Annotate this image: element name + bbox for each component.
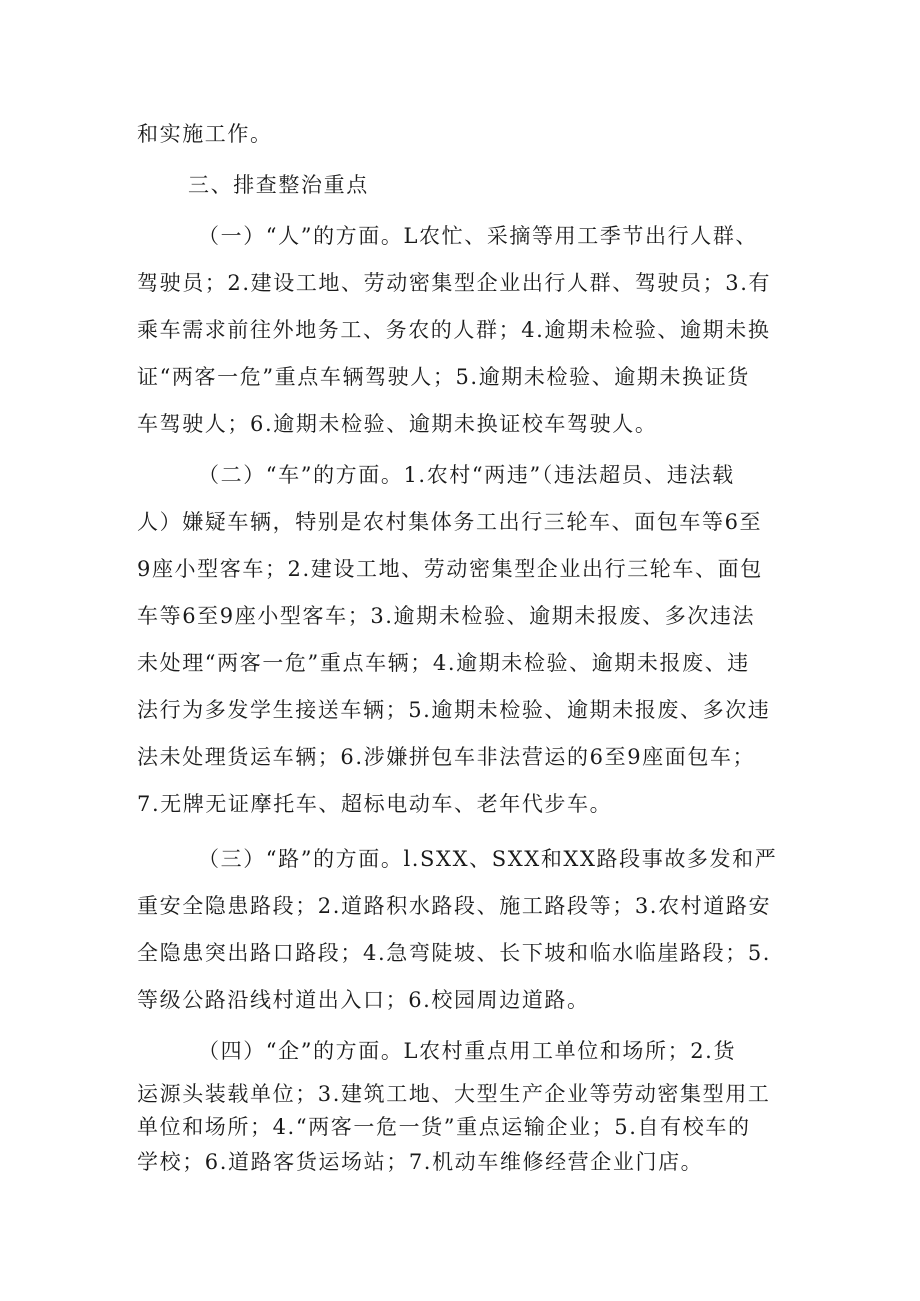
paragraph-line: 人）嫌疑车辆，特别是农村集体务工出行三轮车、面包车等6至 <box>137 510 763 534</box>
paragraph-line: 法未处理货运车辆；6.涉嫌拼包车非法营运的6至9座面包车； <box>137 745 756 769</box>
paragraph-line: 运源头装载单位；3.建筑工地、大型生产企业等劳动密集型用工 <box>137 1082 771 1106</box>
paragraph-line: （一）“人”的方面。L农忙、采摘等用工季节出行人群、 <box>198 224 759 248</box>
section-heading: 三、排查整治重点 <box>188 173 369 197</box>
paragraph-line: 车驾驶人；6.逾期未检验、逾期未换证校车驾驶人。 <box>137 412 658 436</box>
paragraph-line: 未处理“两客一危”重点车辆；4.逾期未检验、逾期未报废、违 <box>137 651 750 675</box>
paragraph-line: 乘车需求前往外地务工、务农的人群；4.逾期未检验、逾期未换 <box>137 318 771 342</box>
paragraph-line: （三）“路”的方面。l.SXX、SXX和XX路段事故多发和严 <box>198 847 778 871</box>
paragraph-line: 全隐患突出路口路段；4.急弯陡坡、长下坡和临水临崖路段；5. <box>137 941 772 965</box>
paragraph-line: 驾驶员；2.建设工地、劳动密集型企业出行人群、驾驶员；3.有 <box>137 271 772 295</box>
paragraph-line: 车等6至9座小型客车；3.逾期未检验、逾期未报废、多次违法 <box>137 604 756 628</box>
paragraph-line: 9座小型客车；2.建设工地、劳动密集型企业出行三轮车、面包 <box>137 557 763 581</box>
paragraph-line: 单位和场所；4.“两客一危一货”重点运输企业；5.自有校车的 <box>137 1115 751 1139</box>
paragraph-line: 法行为多发学生接送车辆；5.逾期未检验、逾期未报废、多次违 <box>137 698 771 722</box>
paragraph-line: 7.无牌无证摩托车、超标电动车、老年代步车。 <box>137 792 613 816</box>
paragraph-line: 证“两客一危”重点车辆驾驶人；5.逾期未检验、逾期未换证货 <box>137 365 750 389</box>
intro-tail-line: 和实施工作。 <box>137 122 273 146</box>
paragraph-line: 重安全隐患路段；2.道路积水路段、施工路段等；3.农村道路安 <box>137 894 772 918</box>
paragraph-line: （二）“车”的方面。1.农村“两违”（违法超员、违法载 <box>198 463 735 487</box>
paragraph-line: （四）“企”的方面。L农村重点用工单位和场所；2.货 <box>198 1039 737 1063</box>
paragraph-line: 等级公路沿线村道出入口；6.校园周边道路。 <box>137 988 590 1012</box>
paragraph-line: 学校；6.道路客货运场站；7.机动车维修经营企业门店。 <box>137 1150 704 1174</box>
